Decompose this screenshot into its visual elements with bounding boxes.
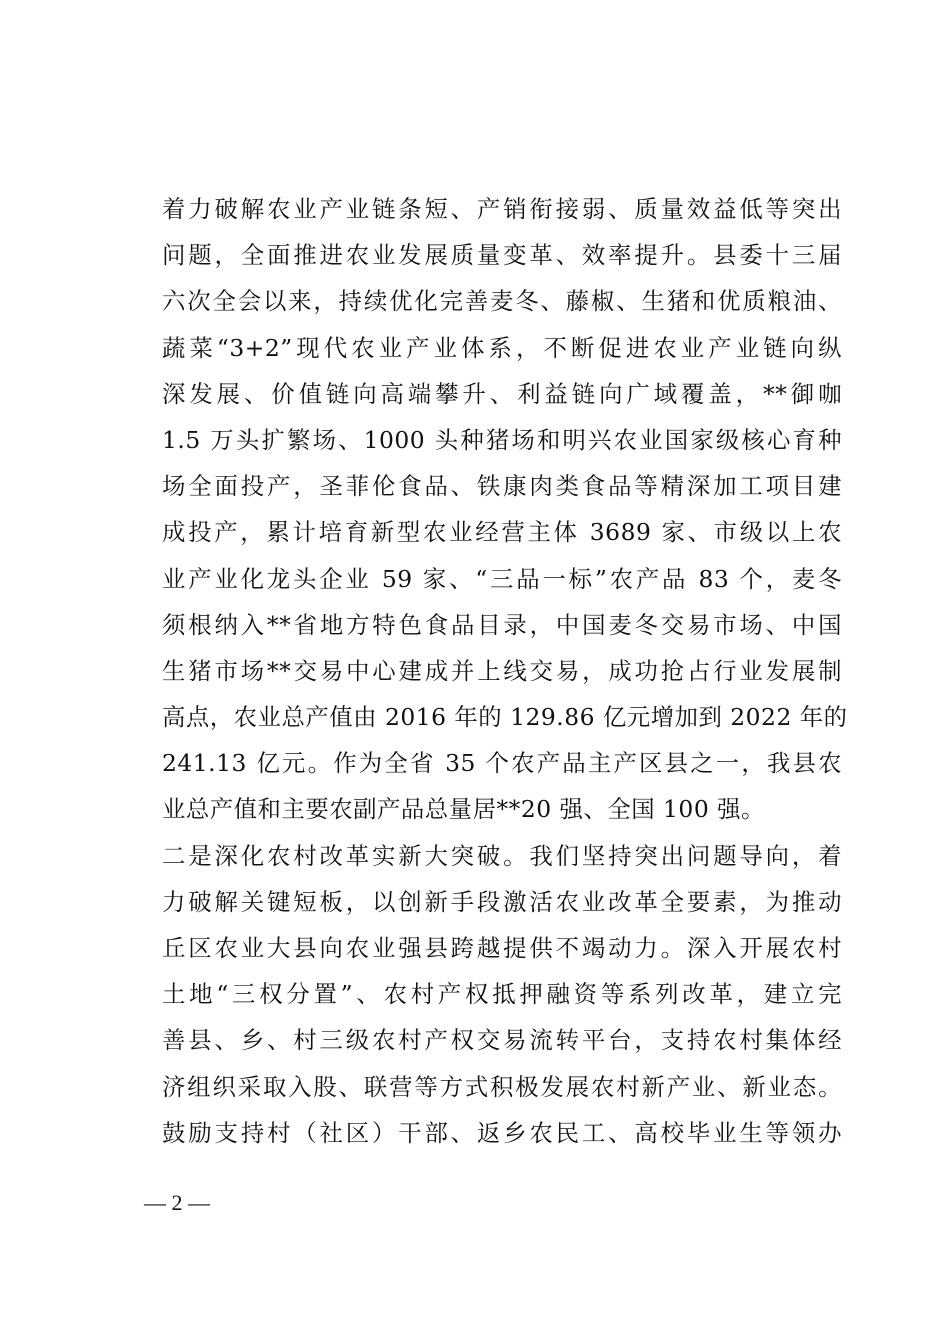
text-line: 六次全会以来，持续优化完善麦冬、藤椒、生猪和优质粮油、: [162, 287, 842, 316]
text-line: 深发展、价值链向高端攀升、利益链向广域覆盖，**御咖: [162, 379, 842, 408]
text-line: 问题，全面推进农业发展质量变革、效率提升。县委十三届: [162, 241, 842, 270]
text-line: 业总产值和主要农副产品总量居**20 强、全国 100 强。: [162, 795, 765, 824]
text-line: 着力破解农业产业链条短、产销衔接弱、质量效益低等突出: [162, 195, 842, 223]
body-text: [162, 186, 848, 1156]
text-line: 鼓励支持村（社区）干部、返乡农民工、高校毕业生等领办: [162, 1118, 842, 1147]
text-line: 丘区农业大县向农业强县跨越提供不竭动力。深入开展农村: [162, 934, 842, 962]
text-line: 业产业化龙头企业 59 家、“三品一标”农产品 83 个，麦冬: [162, 564, 842, 593]
text-line: 成投产，累计培育新型农业经营主体 3689 家、市级以上农: [162, 518, 842, 547]
page-number: — 2 —: [144, 1190, 210, 1215]
text-line: 力破解关键短板，以创新手段激活农业改革全要素，为推动: [162, 887, 842, 916]
text-line: 蔬菜“3+2”现代农业产业体系，不断促进农业产业链向纵: [162, 333, 842, 362]
text-line: 土地“三权分置”、农村产权抵押融资等系列改革，建立完: [162, 980, 842, 1009]
text-line: 二是深化农村改革实新大突破。我们坚持突出问题导向，着: [162, 841, 842, 870]
text-line: 须根纳入**省地方特色食品目录，中国麦冬交易市场、中国: [162, 610, 842, 639]
text-line: 济组织采取入股、联营等方式积极发展农村新产业、新业态。: [162, 1072, 842, 1101]
text-line: 生猪市场**交易中心建成并上线交易，成功抢占行业发展制: [162, 656, 842, 685]
text-line: 高点，农业总产值由 2016 年的 129.86 亿元增加到 2022 年的: [162, 703, 848, 732]
text-line: 场全面投产，圣菲伦食品、铁康肉类食品等精深加工项目建: [162, 472, 842, 501]
text-line: 善县、乡、村三级农村产权交易流转平台，支持农村集体经: [162, 1026, 842, 1055]
text-line: 241.13 亿元。作为全省 35 个农产品主产区县之一，我县农: [162, 749, 842, 778]
text-line: 1.5 万头扩繁场、1000 头种猪场和明兴农业国家级核心育种: [162, 425, 842, 454]
